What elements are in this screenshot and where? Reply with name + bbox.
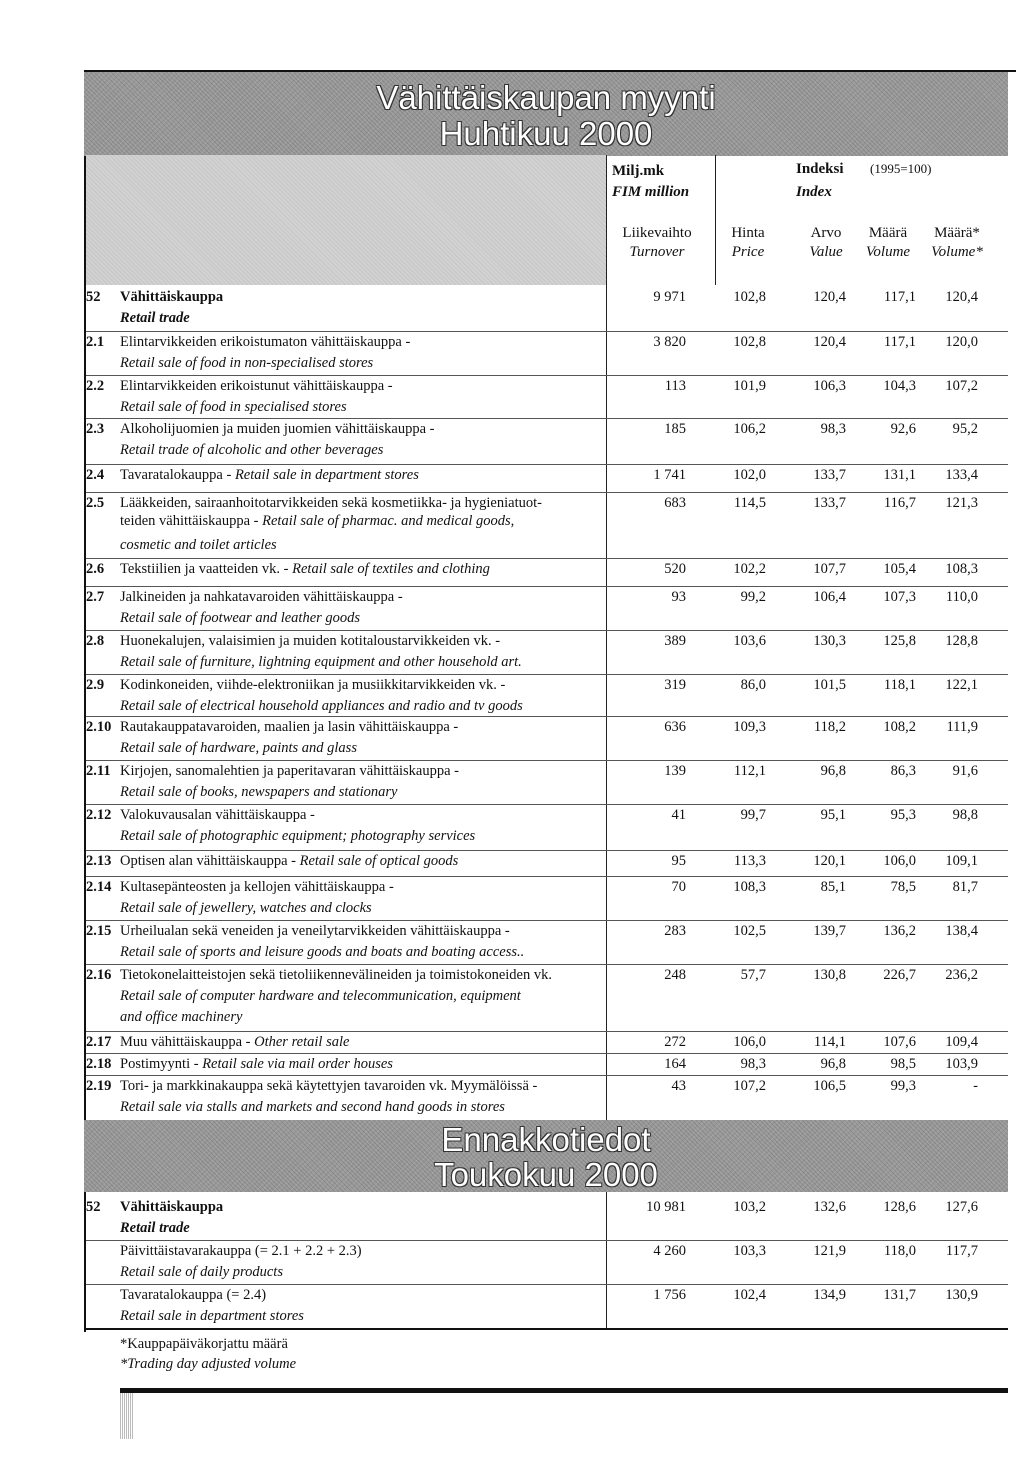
volume-adj-cell: 138,4 bbox=[945, 923, 978, 939]
row-code: 2.3 bbox=[86, 421, 105, 437]
row-code: 2.5 bbox=[86, 495, 105, 511]
row-label-en: Retail sale of footwear and leather goods bbox=[120, 610, 361, 626]
row-separator bbox=[86, 464, 1008, 465]
row-label bbox=[120, 560, 490, 578]
table-row bbox=[86, 806, 1008, 852]
volume-adj-cell: 107,2 bbox=[945, 378, 978, 394]
volume-adj-cell: 122,1 bbox=[945, 677, 978, 693]
turnover-cell: 3 820 bbox=[653, 334, 686, 350]
row-label-fi: Tietokonelaitteistojen sekä tietoliikennevälineiden ja toimistokoneiden vk. bbox=[120, 967, 552, 983]
volume-cell: 99,3 bbox=[890, 1078, 916, 1094]
volume-cell: 116,7 bbox=[883, 495, 916, 511]
volume-cell: 78,5 bbox=[890, 879, 916, 895]
header-index: Index bbox=[796, 184, 832, 200]
turnover-cell: 283 bbox=[664, 923, 686, 939]
row-label-fi: Jalkineiden ja nahkatavaroiden vähittäiskauppa - bbox=[120, 589, 403, 605]
value-cell: 120,4 bbox=[813, 334, 846, 350]
volume-adj-cell: - bbox=[973, 1078, 978, 1094]
row-label-fi: Alkoholijuomien ja muiden juomien vähittäiskauppa - bbox=[120, 421, 435, 437]
turnover-cell: 41 bbox=[671, 807, 686, 823]
header-base: (1995=100) bbox=[870, 161, 932, 176]
price-cell: 103,2 bbox=[733, 1199, 766, 1215]
price-cell: 98,3 bbox=[740, 1056, 766, 1072]
table-row bbox=[86, 966, 1008, 1033]
value-cell: 106,3 bbox=[813, 378, 846, 394]
row-label-fi: Tori- ja markkinakauppa sekä käytettyjen tavaroiden vk. Myymälöissä - bbox=[120, 1078, 538, 1094]
header-shade bbox=[86, 155, 606, 285]
forecast-row bbox=[86, 1286, 1008, 1328]
row-label-fi: Kodinkoneiden, viihde-elektroniikan ja musiikkitarvikkeiden vk. - bbox=[120, 677, 506, 693]
header-indeksi: Indeksi bbox=[796, 161, 844, 177]
row-label-fi: Tekstiilien ja vaatteiden vk. - bbox=[120, 561, 293, 577]
row-separator bbox=[86, 804, 1008, 805]
volume-cell: 117,1 bbox=[883, 289, 916, 305]
table-row bbox=[86, 466, 1008, 494]
row-label-fi: Tavaratalokauppa (= 2.4) bbox=[120, 1287, 267, 1303]
volume-adj-cell: 117,7 bbox=[945, 1243, 978, 1259]
row-label-en: Retail sale via mail order houses bbox=[202, 1056, 393, 1072]
row-separator bbox=[86, 492, 1008, 493]
turnover-cell: 683 bbox=[664, 495, 686, 511]
row-label-en: Retail sale of photographic equipment; photography services bbox=[120, 828, 476, 844]
row-label-fi: Tavaratalokauppa - bbox=[120, 467, 235, 483]
turnover-cell: 70 bbox=[671, 879, 686, 895]
row-separator bbox=[86, 1240, 1008, 1241]
value-cell: 133,7 bbox=[813, 467, 846, 483]
volume-cell: 136,2 bbox=[883, 923, 916, 939]
row-code: 2.9 bbox=[86, 677, 105, 693]
volume-adj-cell: 120,0 bbox=[945, 334, 978, 350]
value-cell: 120,1 bbox=[813, 853, 846, 869]
footnote-fi: *Kauppapäiväkorjattu määrä bbox=[120, 1336, 288, 1352]
row-label-fi: Optisen alan vähittäiskauppa - bbox=[120, 853, 300, 869]
volume-cell: 107,3 bbox=[883, 589, 916, 605]
price-cell: 109,3 bbox=[733, 719, 766, 735]
value-cell: 85,1 bbox=[820, 879, 846, 895]
row-separator bbox=[86, 716, 1008, 717]
row-separator bbox=[86, 630, 1008, 631]
volume-adj-cell: 81,7 bbox=[952, 879, 978, 895]
volume-adj-cell: 133,4 bbox=[945, 467, 978, 483]
value-cell: 96,8 bbox=[820, 1056, 846, 1072]
col-turnover-fi: Liikevaihto bbox=[622, 225, 692, 241]
price-cell: 99,7 bbox=[740, 807, 766, 823]
table-row bbox=[86, 288, 1008, 332]
row-label-en: Retail sale of food in non-specialised stores bbox=[120, 355, 374, 371]
price-cell: 99,2 bbox=[740, 589, 766, 605]
row-code: 2.10 bbox=[86, 719, 112, 735]
row-code: 2.17 bbox=[86, 1034, 112, 1050]
value-cell: 130,8 bbox=[813, 967, 846, 983]
price-cell: 106,2 bbox=[733, 421, 766, 437]
row-label-en: Retail sale of textiles and clothing bbox=[292, 561, 490, 577]
table-row bbox=[86, 420, 1008, 466]
volume-cell: 131,1 bbox=[883, 467, 916, 483]
volume-adj-cell: 121,3 bbox=[945, 495, 978, 511]
table-row bbox=[86, 333, 1008, 377]
footer-mark bbox=[120, 1393, 134, 1439]
volume-cell: 86,3 bbox=[890, 763, 916, 779]
turnover-cell: 9 971 bbox=[653, 289, 686, 305]
forecast-title: Ennakkotiedot bbox=[441, 1121, 651, 1158]
turnover-cell: 248 bbox=[664, 967, 686, 983]
row-label-en: Retail trade bbox=[120, 310, 190, 326]
row-label-fi: Valokuvausalan vähittäiskauppa - bbox=[120, 807, 315, 823]
row-label-en: Retail sale of books, newspapers and stationary bbox=[120, 784, 398, 800]
row-label-en: Retail sale of hardware, paints and glass bbox=[120, 740, 357, 756]
row-code: 2.19 bbox=[86, 1078, 112, 1094]
page-subtitle: Huhtikuu 2000 bbox=[439, 115, 653, 152]
row-label-en: Retail trade bbox=[120, 1220, 190, 1236]
price-cell: 86,0 bbox=[740, 677, 766, 693]
row-separator bbox=[86, 964, 1008, 965]
value-cell: 98,3 bbox=[820, 421, 846, 437]
col-value-fi: Arvo bbox=[810, 225, 842, 241]
turnover-cell: 93 bbox=[671, 589, 686, 605]
row-code: 52 bbox=[86, 289, 101, 305]
volume-adj-cell: 111,9 bbox=[946, 719, 978, 735]
volume-adj-cell: 103,9 bbox=[945, 1056, 978, 1072]
price-cell: 102,8 bbox=[733, 334, 766, 350]
row-code: 2.12 bbox=[86, 807, 112, 823]
volume-adj-cell: 109,1 bbox=[945, 853, 978, 869]
table-row bbox=[86, 852, 1008, 878]
row-label-fi: Päivittäistavarakauppa (= 2.1 + 2.2 + 2.3) bbox=[120, 1243, 362, 1259]
row-label-en: Retail sale of jewellery, watches and clocks bbox=[120, 900, 372, 916]
row-separator bbox=[86, 1031, 1008, 1032]
row-separator bbox=[86, 850, 1008, 851]
volume-adj-cell: 91,6 bbox=[952, 763, 978, 779]
row-code: 2.7 bbox=[86, 589, 105, 605]
row-label-en: Retail sale in department stores bbox=[234, 467, 419, 483]
price-cell: 103,6 bbox=[733, 633, 766, 649]
row-separator bbox=[86, 1075, 1008, 1076]
col-volume-en: Volume bbox=[865, 244, 911, 260]
volume-cell: 92,6 bbox=[890, 421, 916, 437]
table-row bbox=[86, 560, 1008, 588]
row-label-fi: Kultasepänteosten ja kellojen vähittäiskauppa - bbox=[120, 879, 394, 895]
volume-adj-cell: 109,4 bbox=[945, 1034, 978, 1050]
value-cell: 114,1 bbox=[813, 1034, 846, 1050]
header-fim: FIM million bbox=[612, 184, 690, 200]
turnover-cell: 139 bbox=[664, 763, 686, 779]
value-cell: 120,4 bbox=[813, 289, 846, 305]
row-code: 52 bbox=[86, 1199, 101, 1215]
forecast-row bbox=[86, 1198, 1008, 1240]
row-code: 2.11 bbox=[86, 763, 111, 779]
row-label-en: Retail sale of daily products bbox=[120, 1264, 283, 1280]
forecast-banner bbox=[84, 1120, 1008, 1192]
table-row bbox=[86, 377, 1008, 420]
volume-adj-cell: 127,6 bbox=[945, 1199, 978, 1215]
col-volume-adj-fi: Määrä* bbox=[934, 225, 980, 241]
row-label bbox=[120, 1033, 349, 1051]
row-label-en: Retail sale of furniture, lightning equipment and other household art. bbox=[120, 654, 522, 670]
row-code: 2.2 bbox=[86, 378, 105, 394]
row-label-en: Retail trade of alcoholic and other beverages bbox=[120, 442, 384, 458]
table-row bbox=[86, 1077, 1008, 1119]
volume-adj-cell: 108,3 bbox=[945, 561, 978, 577]
row-code: 2.13 bbox=[86, 853, 112, 869]
row-label-en: Retail sale of pharmac. and medical goods, bbox=[262, 513, 515, 529]
row-label-en: Retail sale of electrical household appliances and radio and tv goods bbox=[120, 698, 523, 714]
value-cell: 130,3 bbox=[813, 633, 846, 649]
value-cell: 118,2 bbox=[813, 719, 846, 735]
row-separator bbox=[86, 674, 1008, 675]
row-label-en: Retail sale of computer hardware and telecommunication, equipment bbox=[120, 988, 521, 1004]
volume-cell: 105,4 bbox=[883, 561, 916, 577]
turnover-cell: 319 bbox=[664, 677, 686, 693]
price-cell: 112,1 bbox=[733, 763, 766, 779]
row-label bbox=[120, 852, 458, 870]
price-cell: 102,8 bbox=[733, 289, 766, 305]
row-label-fi: Muu vähittäiskauppa - bbox=[120, 1034, 255, 1050]
turnover-cell: 636 bbox=[664, 719, 686, 735]
row-label-fi: Vähittäiskauppa bbox=[120, 1199, 224, 1215]
table-row bbox=[86, 878, 1008, 922]
table-row bbox=[86, 762, 1008, 806]
row-code: 2.15 bbox=[86, 923, 112, 939]
row-label-en: cosmetic and toilet articles bbox=[120, 537, 277, 553]
volume-adj-cell: 98,8 bbox=[952, 807, 978, 823]
volume-adj-cell: 95,2 bbox=[952, 421, 978, 437]
col-price-en: Price bbox=[731, 244, 765, 260]
price-cell: 107,2 bbox=[733, 1078, 766, 1094]
row-label bbox=[120, 1055, 393, 1073]
turnover-cell: 185 bbox=[664, 421, 686, 437]
col-turnover-en: Turnover bbox=[629, 244, 685, 260]
turnover-cell: 95 bbox=[671, 853, 686, 869]
table-row bbox=[86, 632, 1008, 676]
table-row bbox=[86, 922, 1008, 966]
col-value-en: Value bbox=[809, 244, 843, 260]
row-label-fi: Elintarvikkeiden erikoistumaton vähittäiskauppa - bbox=[120, 334, 411, 350]
value-cell: 134,9 bbox=[813, 1287, 846, 1303]
value-cell: 95,1 bbox=[820, 807, 846, 823]
value-cell: 132,6 bbox=[813, 1199, 846, 1215]
volume-cell: 118,0 bbox=[883, 1243, 916, 1259]
turnover-cell: 389 bbox=[664, 633, 686, 649]
row-label-fi: teiden vähittäiskauppa - bbox=[120, 513, 263, 529]
row-label-cont bbox=[120, 512, 514, 530]
row-label-fi: Vähittäiskauppa bbox=[120, 289, 224, 305]
price-cell: 114,5 bbox=[733, 495, 766, 511]
col-volume-adj-en: Volume* bbox=[931, 244, 983, 260]
row-separator bbox=[86, 375, 1008, 376]
row-label-fi: Rautakauppatavaroiden, maalien ja lasin vähittäiskauppa - bbox=[120, 719, 459, 735]
row-separator bbox=[86, 1284, 1008, 1285]
row-label-en: and office machinery bbox=[120, 1009, 243, 1025]
value-cell: 101,5 bbox=[813, 677, 846, 693]
turnover-cell: 520 bbox=[664, 561, 686, 577]
row-separator bbox=[86, 586, 1008, 587]
row-code: 2.1 bbox=[86, 334, 105, 350]
volume-cell: 104,3 bbox=[883, 378, 916, 394]
footnote-en: *Trading day adjusted volume bbox=[120, 1356, 297, 1372]
turnover-cell: 272 bbox=[664, 1034, 686, 1050]
value-cell: 107,7 bbox=[813, 561, 846, 577]
col-volume-fi: Määrä bbox=[868, 225, 908, 241]
forecast-subtitle: Toukokuu 2000 bbox=[434, 1156, 658, 1193]
row-label-en: Retail sale of optical goods bbox=[299, 853, 459, 869]
value-cell: 106,5 bbox=[813, 1078, 846, 1094]
volume-adj-cell: 236,2 bbox=[945, 967, 978, 983]
turnover-cell: 1 756 bbox=[653, 1287, 686, 1303]
price-cell: 102,2 bbox=[733, 561, 766, 577]
price-cell: 102,5 bbox=[733, 923, 766, 939]
turnover-cell: 164 bbox=[664, 1056, 686, 1072]
row-label-en: Retail sale of sports and leisure goods and boats and boating access.. bbox=[120, 944, 525, 960]
row-separator bbox=[86, 1053, 1008, 1054]
row-label-fi: Lääkkeiden, sairaanhoitotarvikkeiden sekä kosmetiikka- ja hygieniatuot- bbox=[120, 495, 542, 511]
volume-cell: 98,5 bbox=[890, 1056, 916, 1072]
volume-cell: 117,1 bbox=[883, 334, 916, 350]
table-row bbox=[86, 676, 1008, 718]
row-code: 2.14 bbox=[86, 879, 112, 895]
row-separator bbox=[86, 331, 1008, 332]
page-title: Vähittäiskaupan myynti bbox=[376, 79, 716, 116]
value-cell: 139,7 bbox=[813, 923, 846, 939]
volume-cell: 128,6 bbox=[883, 1199, 916, 1215]
price-cell: 102,0 bbox=[733, 467, 766, 483]
volume-adj-cell: 128,8 bbox=[945, 633, 978, 649]
table-row bbox=[86, 718, 1008, 762]
row-separator bbox=[86, 760, 1008, 761]
volume-cell: 107,6 bbox=[883, 1034, 916, 1050]
price-cell: 102,4 bbox=[733, 1287, 766, 1303]
column-divider bbox=[715, 155, 716, 285]
volume-adj-cell: 110,0 bbox=[945, 589, 978, 605]
volume-cell: 226,7 bbox=[883, 967, 916, 983]
row-separator bbox=[86, 418, 1008, 419]
row-code: 2.4 bbox=[86, 467, 105, 483]
turnover-cell: 1 741 bbox=[653, 467, 686, 483]
row-label-en: Retail sale of food in specialised stores bbox=[120, 399, 347, 415]
volume-adj-cell: 130,9 bbox=[945, 1287, 978, 1303]
row-code: 2.18 bbox=[86, 1056, 112, 1072]
row-label-fi: Postimyynti - bbox=[120, 1056, 203, 1072]
price-cell: 113,3 bbox=[733, 853, 766, 869]
price-cell: 103,3 bbox=[733, 1243, 766, 1259]
row-separator bbox=[86, 920, 1008, 921]
value-cell: 133,7 bbox=[813, 495, 846, 511]
volume-cell: 131,7 bbox=[883, 1287, 916, 1303]
row-label-fi: Huonekalujen, valaisimien ja muiden kotitaloustarvikkeiden vk. - bbox=[120, 633, 501, 649]
value-cell: 106,4 bbox=[813, 589, 846, 605]
turnover-cell: 113 bbox=[664, 378, 686, 394]
turnover-cell: 43 bbox=[671, 1078, 686, 1094]
row-label-en: Other retail sale bbox=[254, 1034, 350, 1050]
volume-cell: 108,2 bbox=[883, 719, 916, 735]
row-separator bbox=[86, 558, 1008, 559]
price-cell: 101,9 bbox=[733, 378, 766, 394]
title-banner bbox=[84, 72, 1008, 156]
volume-cell: 95,3 bbox=[890, 807, 916, 823]
col-price-fi: Hinta bbox=[731, 225, 765, 241]
turnover-cell: 4 260 bbox=[653, 1243, 686, 1259]
table-row bbox=[86, 494, 1008, 560]
header-milj: Milj.mk bbox=[612, 163, 665, 179]
value-cell: 121,9 bbox=[813, 1243, 846, 1259]
row-label-fi: Elintarvikkeiden erikoistunut vähittäiskauppa - bbox=[120, 378, 393, 394]
table-row bbox=[86, 588, 1008, 632]
row-label bbox=[120, 466, 419, 484]
row-label-en: Retail sale in department stores bbox=[120, 1308, 304, 1324]
row-code: 2.6 bbox=[86, 561, 105, 577]
table-row bbox=[86, 1033, 1008, 1055]
forecast-row bbox=[86, 1242, 1008, 1284]
row-label-en: Retail sale via stalls and markets and second hand goods in stores bbox=[120, 1099, 505, 1115]
turnover-cell: 10 981 bbox=[646, 1199, 686, 1215]
price-cell: 108,3 bbox=[733, 879, 766, 895]
volume-cell: 106,0 bbox=[883, 853, 916, 869]
value-cell: 96,8 bbox=[820, 763, 846, 779]
footer-rule bbox=[120, 1388, 1008, 1393]
volume-cell: 125,8 bbox=[883, 633, 916, 649]
price-cell: 106,0 bbox=[733, 1034, 766, 1050]
volume-adj-cell: 120,4 bbox=[945, 289, 978, 305]
volume-cell: 118,1 bbox=[883, 677, 916, 693]
row-code: 2.8 bbox=[86, 633, 105, 649]
table-row bbox=[86, 1055, 1008, 1077]
table-bottom-rule bbox=[84, 1328, 1008, 1330]
price-cell: 57,7 bbox=[740, 967, 766, 983]
row-separator bbox=[86, 876, 1008, 877]
row-label-fi: Kirjojen, sanomalehtien ja paperitavaran vähittäiskauppa - bbox=[120, 763, 460, 779]
row-code: 2.16 bbox=[86, 967, 112, 983]
row-label-fi: Urheilualan sekä veneiden ja veneilytarvikkeiden vähittäiskauppa - bbox=[120, 923, 510, 939]
